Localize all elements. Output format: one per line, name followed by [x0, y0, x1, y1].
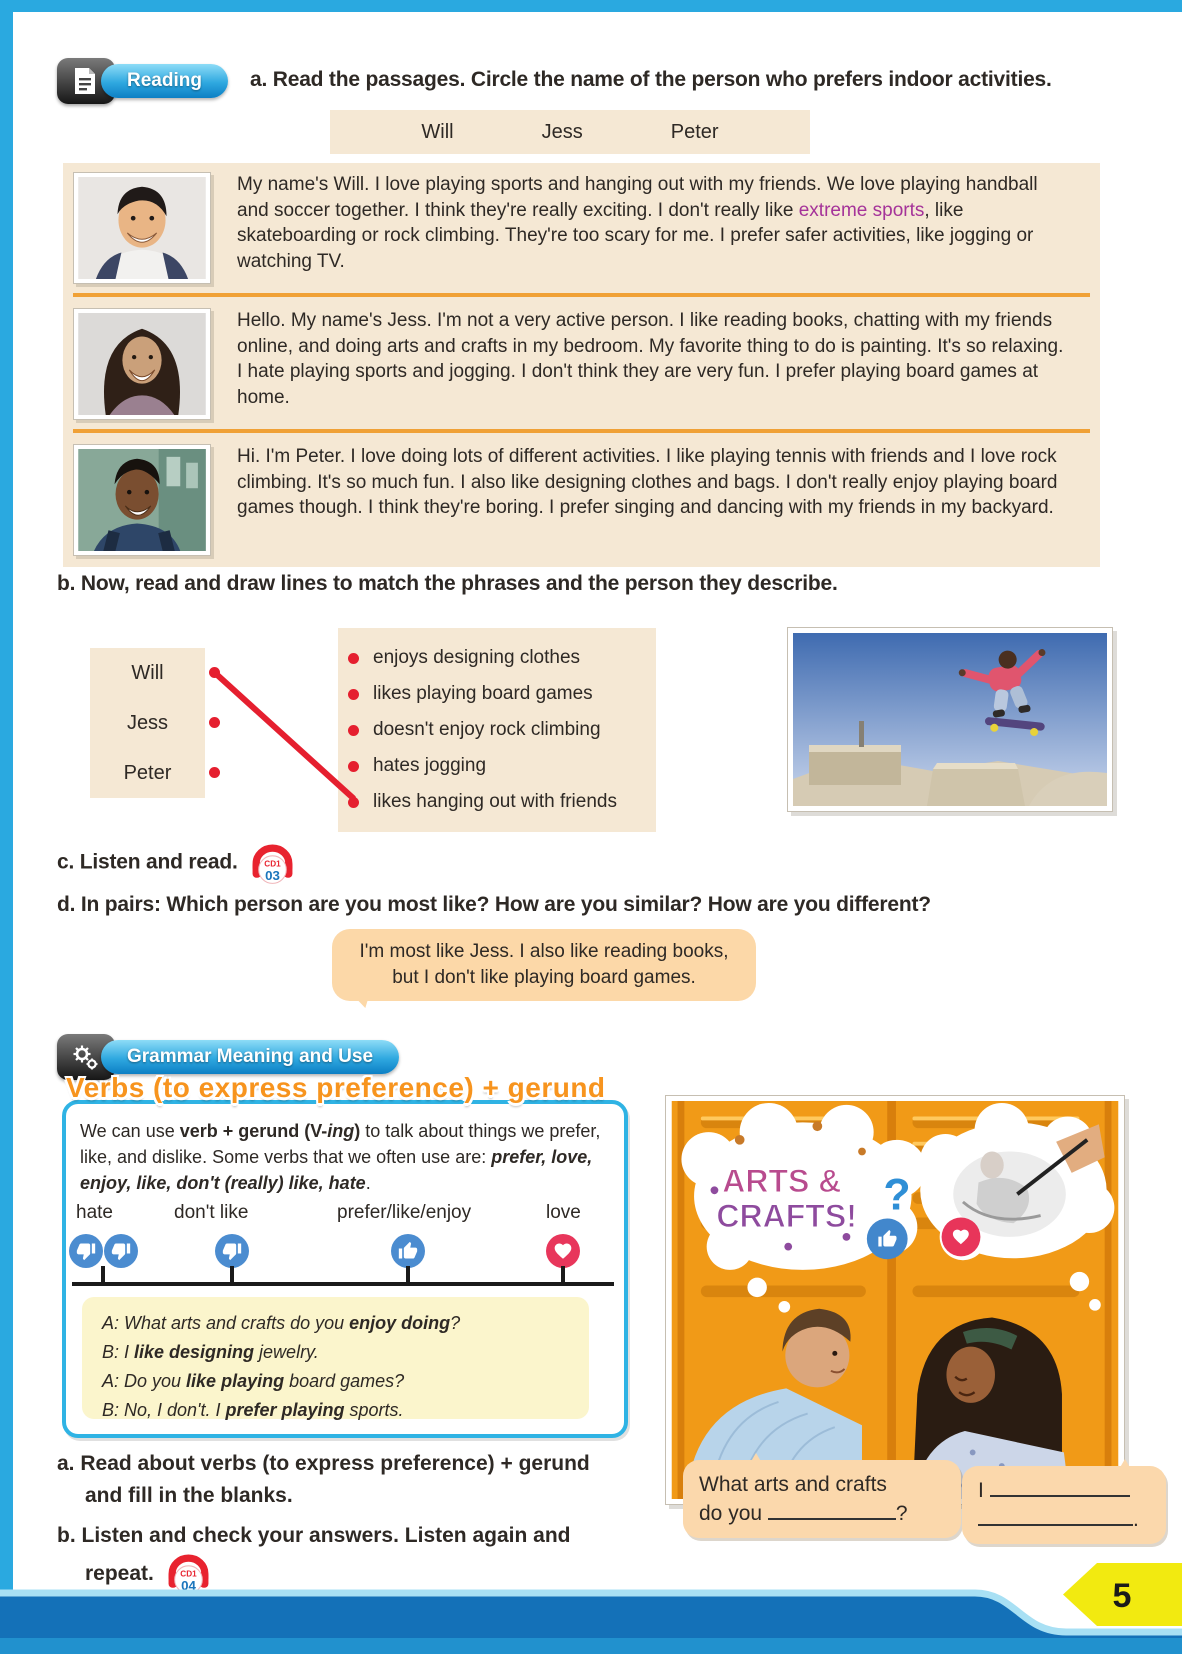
peter-photo	[73, 444, 211, 556]
page-number-tab	[1063, 1563, 1182, 1626]
fill-blank-answer-1[interactable]	[990, 1477, 1130, 1497]
instruction-listen-read: c. Listen and read.	[57, 850, 238, 874]
match-phrases-box	[338, 628, 656, 832]
svg-text:CD1: CD1	[180, 1569, 197, 1579]
dialogue-line: B: No, I don't. I prefer playing sports.	[102, 1400, 404, 1420]
name-option-jess[interactable]: Jess	[541, 120, 583, 143]
instruction-read-passages: a. Read the passages. Circle the name of the person who prefers indoor activities.	[250, 68, 1052, 91]
passage-separator	[73, 293, 1090, 297]
grammar-box	[62, 1100, 628, 1438]
passage-text-will: My name's Will. I love playing sports and hanging out with my friends. We love playing handball and soccer together. I think they're really exciting. I don't really like extreme sports, like skateboarding or rock climbing. They're too scary for me. I prefer safer activities, like jogging or watching TV.	[237, 174, 1038, 272]
passage-text-peter: Hi. I'm Peter. I love doing lots of different activities. I like playing tennis with friends and I love rock climbing. It's so much fun. I also like designing clothes and bags. I don't really enjoy playing board games though. I think they're boring. I prefer singing and dancing with my friends in my backyard.	[237, 446, 1058, 518]
instruction-listen-read-row	[57, 842, 293, 887]
will-photo	[73, 172, 211, 284]
dialogue-line: B: I like designing jewelry.	[102, 1342, 319, 1362]
passage-row-will	[63, 163, 1100, 291]
match-answer-line	[180, 640, 380, 820]
name-option-peter[interactable]: Peter	[670, 120, 719, 143]
speech-tail	[743, 1440, 769, 1475]
match-phrase-item[interactable]: doesn't enjoy rock climbing	[348, 712, 656, 748]
scale-label-hate: hate	[76, 1202, 113, 1223]
skateboarder-photo	[787, 627, 1113, 812]
match-phrase-item[interactable]: likes playing board games	[348, 676, 656, 712]
passage-row-peter	[63, 435, 1100, 563]
grammar-badge-label: Grammar Meaning and Use	[101, 1040, 399, 1074]
passages-panel	[63, 163, 1100, 567]
scale-label-prefer-like-enjoy: prefer/like/enjoy	[337, 1202, 472, 1223]
svg-text:CD1: CD1	[264, 859, 281, 869]
speech-bubble-question: What arts and crafts do you ?	[683, 1460, 961, 1538]
left-border-strip	[0, 0, 13, 1654]
instruction-fill-blanks: a. Read about verbs (to express preference) + gerund and fill in the blanks.	[57, 1452, 590, 1507]
preference-scale-line	[66, 1262, 624, 1288]
audio-track-icon-cd1-03[interactable]	[252, 842, 293, 887]
instruction-pairs-discuss: d. In pairs: Which person are you most like? How are you similar? How are you different?	[57, 893, 931, 916]
grammar-intro: We can use verb + gerund (V-ing) to talk about things we prefer, like, and dislike. Some verbs that we often use are: prefer, love, enjoy, like, don't (really) like, hate.	[80, 1121, 601, 1193]
fill-blank-answer-2[interactable]	[978, 1506, 1133, 1526]
name-option-will[interactable]: Will	[421, 120, 454, 143]
dialogue-line: A: Do you like playing board games?	[102, 1371, 405, 1391]
match-phrase-item[interactable]: enjoys designing clothes	[348, 640, 656, 676]
footer-band	[0, 1524, 1182, 1654]
page-number: 5	[1112, 1577, 1132, 1615]
dialogue-line: A: What arts and crafts do you enjoy doing?	[102, 1313, 461, 1333]
match-phrase-item[interactable]: likes hanging out with friends	[348, 784, 656, 820]
match-phrase-item[interactable]: hates jogging	[348, 748, 656, 784]
reading-badge-label: Reading	[101, 64, 228, 98]
arts-crafts-text-line1: ARTS &	[722, 1163, 842, 1200]
speech-tail	[1112, 1446, 1138, 1481]
name-choice-box	[330, 110, 810, 154]
lockers-photo	[665, 1095, 1125, 1505]
arts-crafts-text-line2: CRAFTS!	[716, 1198, 857, 1235]
match-name-will[interactable]: Will	[131, 661, 164, 684]
passage-separator	[73, 429, 1090, 433]
scale-label-love: love	[546, 1202, 581, 1223]
speech-bubble-example: I'm most like Jess. I also like reading books, but I don't like playing board games.	[332, 929, 756, 1001]
passage-text-jess: Hello. My name's Jess. I'm not a very active person. I like reading books, chatting with my friends online, and doing arts and crafts in my bedroom. My favorite thing to do is painting. It's so relaxing. I hate playing sports and jogging. I don't think they are very fun. I prefer playing board games at home.	[237, 310, 1064, 408]
fill-blank-question[interactable]	[768, 1500, 896, 1520]
jess-photo	[73, 308, 211, 420]
match-name-peter[interactable]: Peter	[123, 761, 172, 784]
scale-label-dont-like: don't like	[174, 1202, 249, 1223]
match-name-jess[interactable]: Jess	[126, 711, 169, 734]
speech-bubble-answer: I .	[962, 1466, 1166, 1544]
top-border-strip	[0, 0, 1182, 12]
example-dialogue	[82, 1297, 589, 1419]
svg-text:04: 04	[180, 1577, 196, 1593]
svg-text:03: 03	[265, 867, 280, 883]
highlight-extreme-sports: extreme sports	[798, 199, 925, 221]
question-mark: ?	[883, 1170, 911, 1220]
instruction-listen-check: b. Listen and check your answers. Listen again and repeat. CD1 04	[57, 1520, 665, 1597]
grammar-box-title: Verbs (to express preference) + gerund	[66, 1072, 606, 1103]
instruction-match: b. Now, read and draw lines to match the phrases and the person they describe.	[57, 572, 838, 595]
passage-row-jess	[63, 299, 1100, 427]
